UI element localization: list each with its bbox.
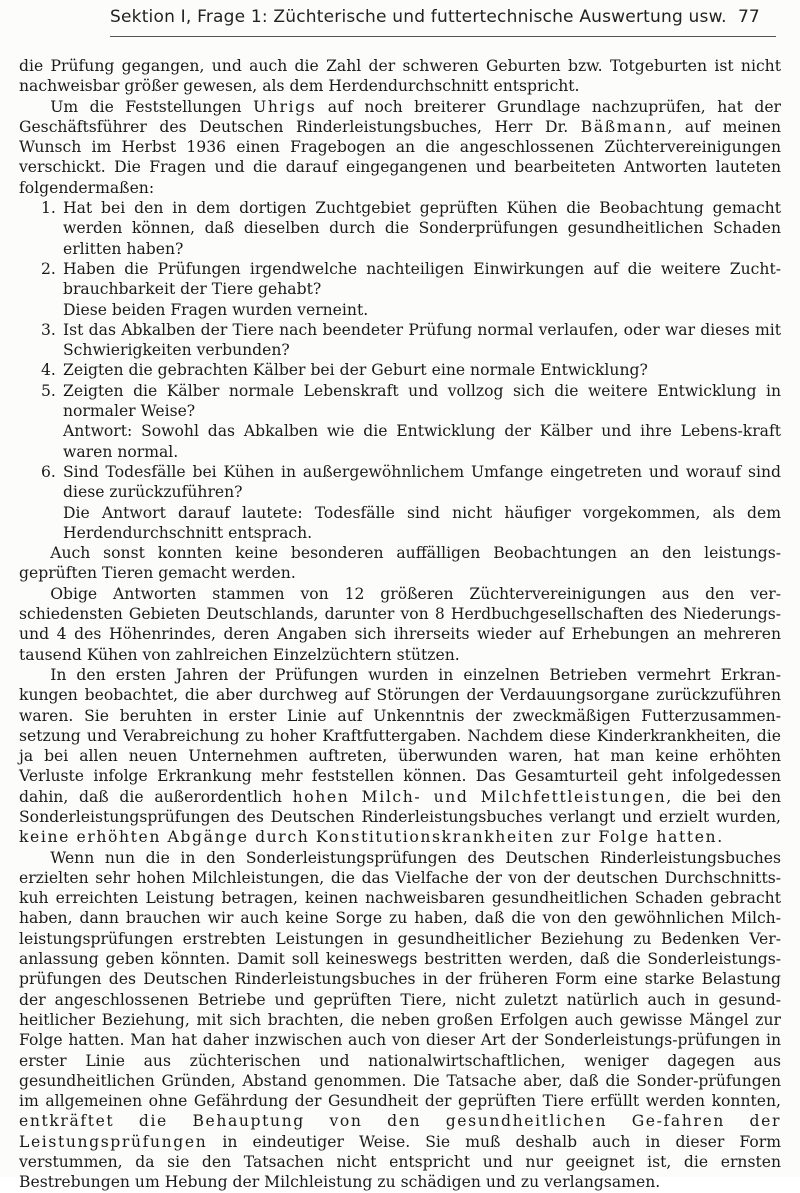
paragraph-text: Um die Feststellungen <box>50 97 254 116</box>
question-item <box>19 462 781 503</box>
paragraph-observations: Auch sonst konnten keine besonderen auffälligen Beobachtungen an den leistungs-geprüften Tieren gemacht werden. <box>19 544 781 583</box>
author-name-baessmann: Bäßmann <box>580 117 668 136</box>
question-text: Zeigten die gebrachten Kälber bei der Geburt eine normale Entwicklung? <box>63 361 648 380</box>
question-number: 2. <box>41 259 56 278</box>
emphasis-text: keine erhöhten Abgänge durch Konstitutionskrankheiten zur Folge hatten <box>19 828 718 847</box>
paragraph-text: auf noch breiterer Grundlage nachzuprüfen, hat der Geschäftsführer des Deutschen Rinderleistungsbuches, Herr Dr. <box>19 97 781 136</box>
header-rule <box>110 36 776 37</box>
question-text: Haben die Prüfungen irgendwelche nachteiligen Einwirkungen auf die weitere Zucht-brauchbarkeit der Tiere gehabt? <box>63 259 781 299</box>
question-text: Sind Todesfälle bei Kühen in außergewöhnlichem Umfange eingetreten und worauf sind diese zurückzuführen? <box>63 462 781 502</box>
question-text: Zeigten die Kälber normale Lebenskraft und vollzog sich die weitere Entwicklung in normaler Weise? <box>63 381 781 421</box>
answer-text: Die Antwort darauf lautete: Todesfälle sind nicht häufiger vorgekommen, als dem Herdendurchschnitt entsprach. <box>63 503 781 542</box>
question-item <box>19 259 781 300</box>
question-number: 1. <box>41 199 56 218</box>
answer-text: Diese beiden Fragen wurden verneint. <box>63 300 369 319</box>
paragraph-text: . <box>717 828 723 847</box>
question-number: 6. <box>41 462 56 481</box>
running-header: Sektion I, Frage 1: Züchterische und futtertechnische Auswertung usw. <box>110 7 727 27</box>
page-number: 77 <box>738 7 760 27</box>
paragraph-text: Wenn nun die in den Sonderleistungsprüfungen des Deutschen Rinderleistungsbuches erzielten sehr hohen Milchleistungen, die das Vielfache der von der deutschen Durchschnitts-kuh erreichten Leistung betragen, keinen nachweisbaren gesundheitlichen Schaden gebracht haben, dann brauchen wir auch keine Sorge zu haben, daß die von den gewöhnlichen Milch-leistungsprüfungen erstrebten Leistungen in gesundheitlicher Beziehung zu Bedenken Ver-anlassung geben könnten. Damit soll keineswegs bestritten werden, daß die Sonderleistungs-prüfungen des Deutschen Rinderleistungsbuches in der früheren Form eine starke Belastung der angeschlossenen Betriebe und geprüften Tiere, nicht zuletzt natürlich auch in gesund-heitlicher Beziehung, mit sich brachten, die neben großen Erfolgen auch gewisse Mängel zur Folge hatten. Man hat daher inzwischen auch von dieser Art der Sonderleistungs-prüfungen in erster Linie aus züchterischen und nationalwirtschaftlichen, weniger dagegen aus gesundheitlichen Gründen, Abstand genommen. Die Tatsache aber, daß die Sonder-prüfungen im allgemeinen ohne Gefährdung der Gesundheit der geprüften Tiere erfüllt werden konnten, <box>19 848 781 1111</box>
emphasis-text: hohen Milch- und Milchfettleistungen <box>292 787 667 806</box>
paragraph-sources: Obige Antworten stammen von 12 größeren Züchtervereinigungen aus den ver-schiedensten Gebieten Deutschlands, darunter von 8 Herdbuchgesellschaften des Niederungs- und 4 des Höhenrindes, deren Angaben sich ihrerseits wieder auf Erhebungen an mehreren tausend Kühen von zahlreichen Einzelzüchtern stützen. <box>19 584 781 664</box>
paragraph-survey-intro <box>19 97 781 198</box>
question-number: 3. <box>41 320 56 339</box>
paragraph-text: die Prüfung gegangen, und auch die Zahl der schweren Geburten bzw. Totgeburten ist nicht nachweisbar größer gewesen, als dem Herdendurchschnitt entspricht. <box>19 57 781 96</box>
question-number: 4. <box>41 361 56 380</box>
answer-text: Antwort: Sowohl das Abkalben wie die Entwicklung der Kälber und ihre Lebens-kraft waren normal. <box>63 422 781 461</box>
paragraph-text: in eindeutiger Weise. Sie muß deshalb auch in dieser Form verstummen, da sie den Tatsachen nicht entspricht und nur geeignet ist, die ernsten Bestrebungen um Hebung der Milchleistung zu schädigen und zu verlangsamen. <box>19 1132 781 1192</box>
paragraph-text: In den ersten Jahren der Prüfungen wurden in einzelnen Betrieben vermehrt Erkran-kungen beobachtet, die aber durchweg auf Störungen der Verdauungsorgane zurückzuführen waren. Sie beruhten in erster Linie auf Unkenntnis der zweckmäßigen Futterzusammen-setzung und Verabreichung zu hoher Kraftfuttergaben. Nachdem diese Kinderkrankheiten, die ja bei allen neuen Unternehmen auftreten, überwunden waren, hat man keine erhöhten Verluste infolge Erkrankung mehr feststellen können. Das Gesamturteil geht infolgedessen dahin, daß die außerordentlich <box>19 665 781 806</box>
paragraph-continuation <box>19 56 781 97</box>
paragraph-text: , die bei den Sonderleistungsprüfungen des Deutschen Rinderleistungsbuches verlangt und erzielt wurden, <box>19 787 781 826</box>
paragraph-text: , auf meinen Wunsch im Herbst 1936 einen Fragebogen an die angeschlossenen Züchtervereinigungen verschickt. Die Fragen und die darauf eingegangenen und bearbeiteten Antworten lauteten folgendermaßen: <box>19 117 781 197</box>
paragraph-conclusion <box>19 848 781 1193</box>
body-text <box>19 56 781 1193</box>
question-item <box>19 381 781 422</box>
question-item <box>19 198 781 259</box>
question-text: Ist das Abkalben der Tiere nach beendeter Prüfung normal verlaufen, oder war dieses mit Schwierigkeiten verbunden? <box>63 320 781 360</box>
emphasis-text: entkräftet die Behauptung von den gesundheitlichen Ge-fahren der Leistungsprüfungen <box>19 1112 781 1151</box>
question-number: 5. <box>41 381 56 400</box>
question-text: Hat bei den in dem dortigen Zuchtgebiet geprüften Kühen die Beobachtung gemacht werden können, daß dieselben durch die Sonderprüfungen gesundheitlichen Schaden erlitten haben? <box>63 199 781 258</box>
question-item <box>19 320 781 361</box>
author-name-uhrig: Uhrigs <box>253 97 317 116</box>
question-item <box>19 360 781 380</box>
paragraph-diseases <box>19 665 781 848</box>
